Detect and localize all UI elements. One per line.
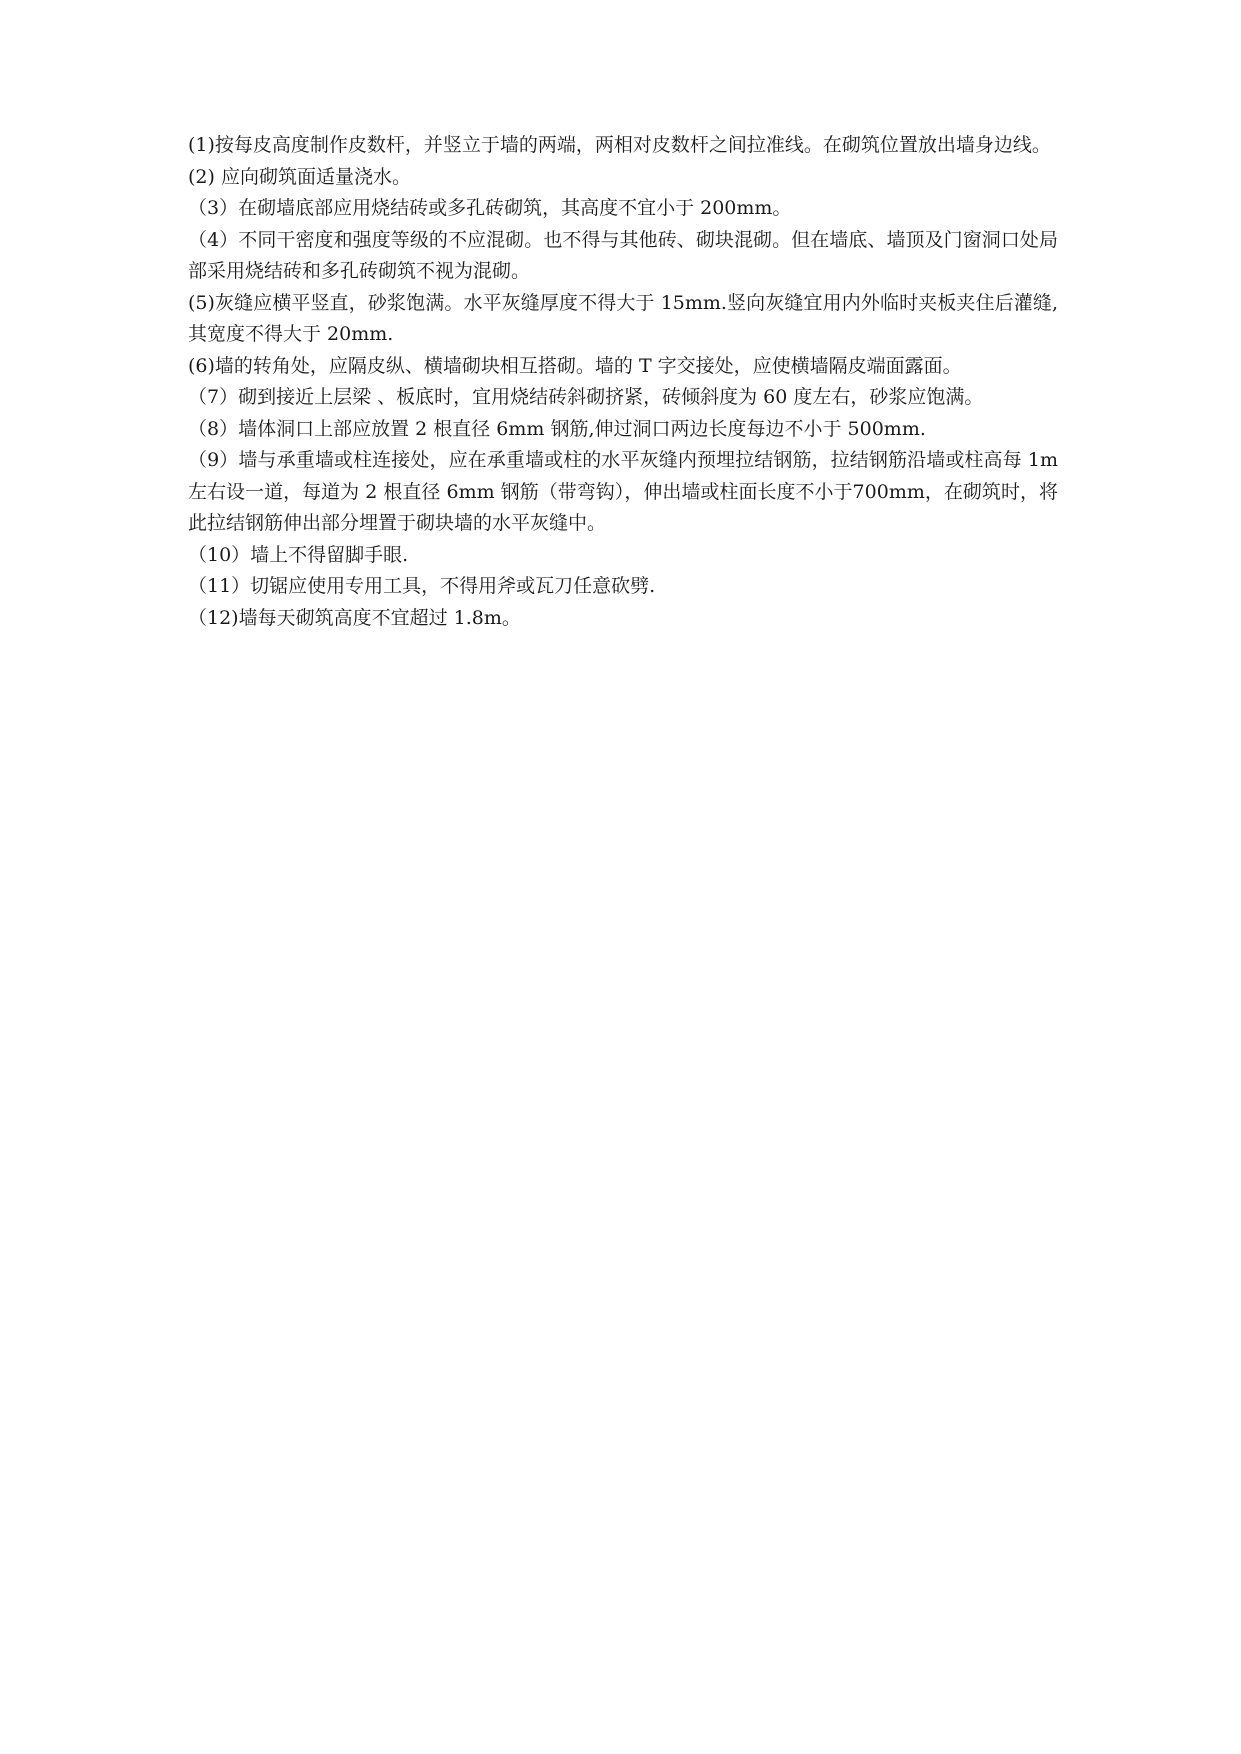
- paragraph-10: （10）墙上不得留脚手眼.: [188, 543, 409, 566]
- paragraph-2: (2) 应向砌筑面适量浇水。: [188, 165, 411, 188]
- paragraph-1: (1)按每皮高度制作皮数杆，并竖立于墙的两端，两相对皮数杆之间拉准线。在砌筑位置放出墙身边线。: [188, 134, 1051, 156]
- paragraph-5: (5)灰缝应横平竖直，砂浆饱满。水平灰缝厚度不得大于 15mm.竖向灰缝宜用内外临时夹板夹住后灌缝,其宽度不得大于 20mm.: [188, 291, 1058, 345]
- paragraph-6: (6)墙的转角处，应隔皮纵、横墙砌块相互搭砌。墙的 T 字交接处，应使横墙隔皮端面露面。: [188, 354, 962, 377]
- paragraph-11: （11）切锯应使用专用工具，不得用斧或瓦刀任意砍劈.: [188, 575, 656, 597]
- paragraph-3: （3）在砌墙底部应用烧结砖或多孔砖砌筑，其高度不宜小于 200mm。: [188, 197, 792, 219]
- paragraph-8: （8）墙体洞口上部应放置 2 根直径 6mm 钢筋,伸过洞口两边长度每边不小于 500mm.: [188, 417, 926, 440]
- paragraph-4: （4）不同干密度和强度等级的不应混砌。也不得与其他砖、砌块混砌。但在墙底、墙顶及门窗洞口处局部采用烧结砖和多孔砖砌筑不视为混砌。: [188, 228, 1058, 282]
- paragraph-9: （9）墙与承重墙或柱连接处，应在承重墙或柱的水平灰缝内预埋拉结钢筋，拉结钢筋沿墙或柱高每 1m 左右设一道，每道为 2 根直径 6mm 钢筋（带弯钩），伸出墙或柱面长度不小于700mm，在砌筑时，将此拉结钢筋伸出部分埋置于砌块墙的水平灰缝中。: [188, 449, 1058, 534]
- paragraph-12: （12)墙每天砌筑高度不宜超过 1.8m。: [188, 606, 521, 629]
- document-body: [188, 130, 1058, 634]
- paragraph-7: （7）砌到接近上层梁 、板底时，宜用烧结砖斜砌挤紧，砖倾斜度为 60 度左右，砂浆应饱满。: [188, 386, 984, 408]
